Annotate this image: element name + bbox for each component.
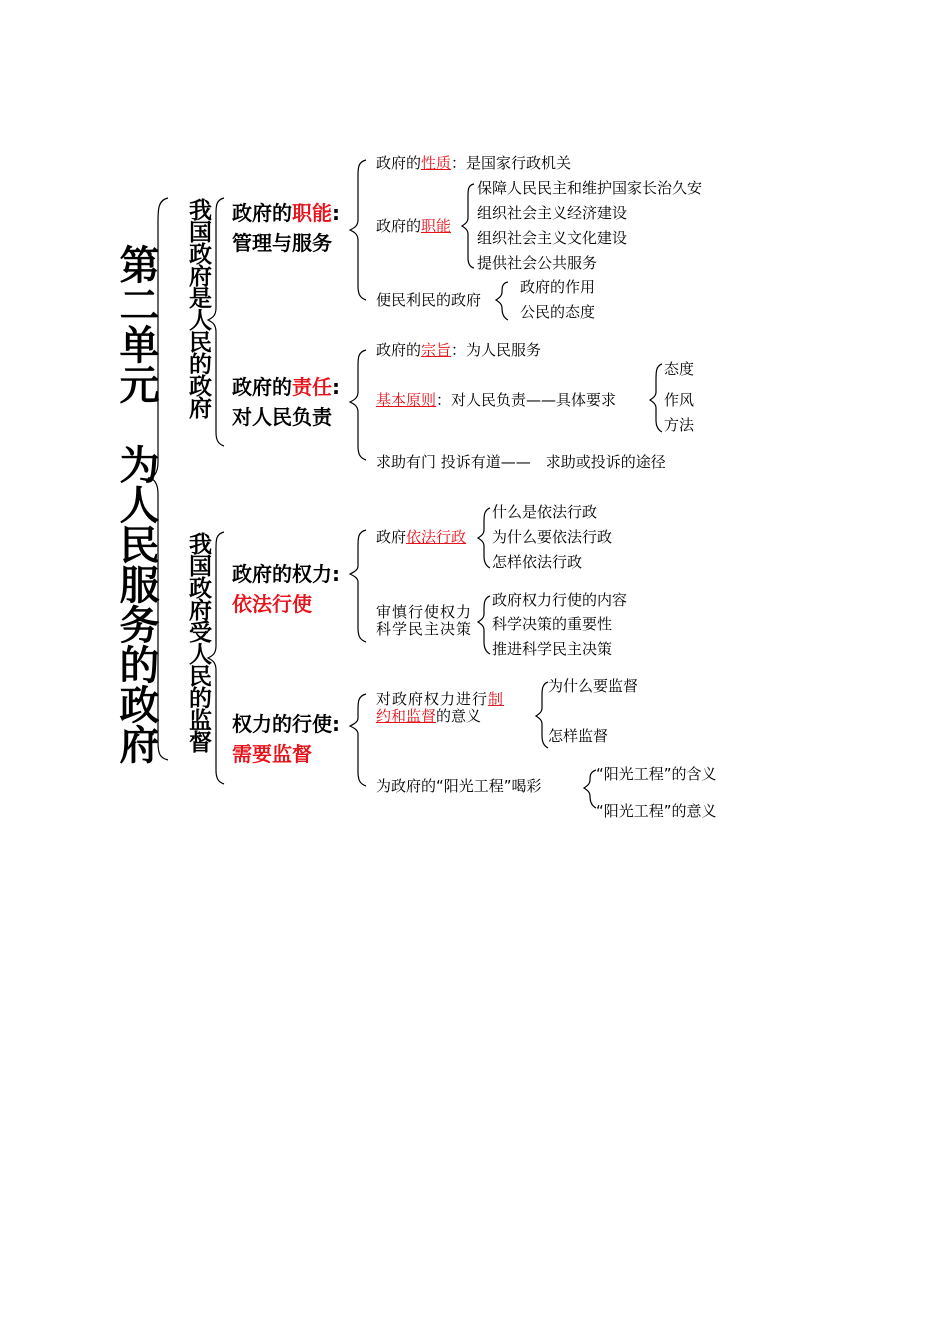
function-item: 组织社会主义文化建设: [477, 229, 628, 247]
subheading-colon: :: [332, 201, 340, 225]
careful-item: 推进科学民主决策: [492, 640, 613, 658]
purpose-line: [376, 341, 541, 359]
supervise-key: 制: [488, 690, 505, 708]
careful-line-2: 科学民主决策: [376, 620, 473, 638]
careful-line-1: 审慎行使权力: [376, 603, 473, 621]
subheading-line1: 权力的行使:: [232, 712, 340, 736]
section-title-1: 我国政府是人民的政府: [185, 198, 211, 418]
requirement-item: 作风: [664, 391, 695, 409]
subheading-function: [232, 198, 340, 258]
purpose-text: ：为人民服务: [451, 341, 542, 359]
principle-text: ：对人民负责——具体要求: [436, 391, 617, 409]
principle-line: [376, 391, 616, 409]
supervise-brace: [536, 682, 548, 748]
subheading-line2: 需要监督: [232, 742, 312, 766]
nature-key: 性质: [421, 154, 452, 172]
supervise-item: 怎样监督: [548, 727, 609, 745]
function-item: 保障人民民主和维护国家长治久安: [477, 179, 703, 197]
law-item: 怎样依法行政: [492, 553, 583, 571]
convenient-item: 公民的态度: [520, 303, 596, 321]
subheading-line2: 依法行使: [232, 592, 312, 616]
careful-item: 科学决策的重要性: [492, 615, 613, 633]
nature-text: ：是国家行政机关: [451, 154, 572, 172]
subheading-line2: 管理与服务: [232, 231, 332, 255]
supervise-key: 约和监督: [376, 707, 437, 725]
function-item: 提供社会公共服务: [477, 254, 598, 272]
function-key: 职能: [421, 217, 452, 235]
subheading-responsibility: [232, 372, 340, 432]
law-item: 什么是依法行政: [492, 503, 598, 521]
convenient-line: 便民利民的政府: [376, 291, 482, 309]
requirements-brace: [650, 364, 662, 432]
supervise-item: 为什么要监督: [548, 677, 639, 695]
sunshine-line: 为政府的“阳光工程”喝彩: [376, 777, 542, 795]
section-title-2: 我国政府受人民的监督: [185, 532, 211, 752]
subheading-prefix: 政府的: [232, 375, 292, 399]
subheading-key: 职能: [292, 201, 332, 225]
requirement-item: 态度: [664, 360, 695, 378]
unit-title: 第二单元 为人民服务的政府: [113, 244, 159, 764]
law-brace: [478, 508, 490, 568]
function-line: [376, 217, 451, 235]
subheading-line1: 政府的权力:: [232, 562, 340, 586]
sunshine-item: “阳光工程”的意义: [596, 802, 717, 820]
careful-brace: [478, 596, 490, 654]
function-prefix: 政府的: [376, 217, 422, 235]
sub12-brace: [350, 350, 366, 460]
subheading-line2: 对人民负责: [232, 405, 332, 429]
purpose-key: 宗旨: [421, 341, 452, 359]
subheading-power: [232, 559, 340, 619]
law-prefix: 政府: [376, 528, 407, 546]
principle-key: 基本原则: [376, 391, 437, 409]
law-line: [376, 528, 466, 546]
careful-item: 政府权力行使的内容: [492, 591, 628, 609]
subheading-key: 责任: [292, 375, 332, 399]
convenient-brace: [496, 282, 508, 320]
subheading-prefix: 政府的: [232, 201, 292, 225]
functions-brace: [462, 184, 474, 268]
subheading-colon: :: [332, 375, 340, 399]
nature-prefix: 政府的: [376, 154, 422, 172]
supervise-suffix: 的意义: [436, 707, 482, 725]
sub11-brace: [350, 160, 366, 300]
requirement-item: 方法: [664, 416, 695, 434]
supervise-line-1: [376, 690, 504, 708]
help-line: 求助有门 投诉有道—— 求助或投诉的途径: [376, 453, 666, 471]
nature-line: [376, 154, 571, 172]
purpose-prefix: 政府的: [376, 341, 422, 359]
subheading-supervision: [232, 709, 340, 769]
supervise-line-2: [376, 707, 481, 725]
function-item: 组织社会主义经济建设: [477, 204, 628, 222]
law-item: 为什么要依法行政: [492, 528, 613, 546]
sunshine-item: “阳光工程”的含义: [596, 765, 717, 783]
supervise-prefix: 对政府权力进行: [376, 690, 489, 708]
sub21-brace: [350, 530, 366, 642]
sunshine-brace: [584, 770, 596, 808]
convenient-item: 政府的作用: [520, 278, 596, 296]
law-key: 依法行政: [406, 528, 467, 546]
sub22-brace: [350, 694, 366, 786]
